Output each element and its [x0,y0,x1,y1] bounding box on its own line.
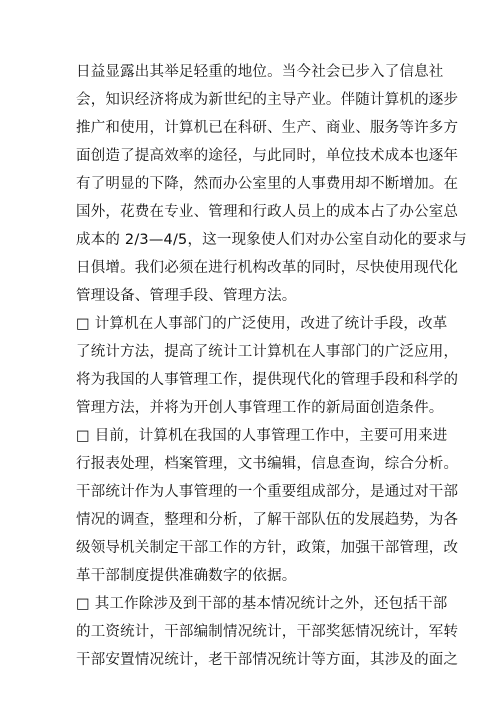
text-line: 国外，花费在专业、管理和行政人员上的成本占了办公室总 [76,204,459,220]
text-line: 将为我国的人事管理工作，提供现代化的管理手段和科学的 [76,372,459,388]
text-line: □ 其工作除涉及到干部的基本情况统计之外，还包括干部 [76,596,448,612]
text-line: □ 目前，计算机在我国的人事管理工作中，主要可用来进 [76,428,448,444]
text-line: 干部安置情况统计，老干部情况统计等方面，其涉及的面之 [76,652,459,668]
text-line: 行报表处理，档案管理，文书编辑，信息查询，综合分析。 [76,456,459,472]
text-line: 会，知识经济将成为新世纪的主导产业。伴随计算机的逐步 [76,92,459,108]
text-line: □ 计算机在人事部门的广泛使用，改进了统计手段，改革 [76,316,448,332]
text-line: 日益显露出其举足轻重的地位。当今社会已步入了信息社 [76,64,444,80]
text-line: 的工资统计，干部编制情况统计，干部奖惩情况统计，军转 [76,624,459,640]
text-line: 革干部制度提供准确数字的依据。 [76,568,297,584]
text-line: 日俱增。我们必须在进行机构改革的同时，尽快使用现代化 [76,260,459,276]
text-line: 面创造了提高效率的途径，与此同时，单位技术成本也逐年 [76,148,459,164]
text-line: 干部统计作为人事管理的一个重要组成部分，是通过对干部 [76,484,459,500]
text-line: 情况的调查，整理和分析，了解干部队伍的发展趋势，为各 [76,512,459,528]
text-line: 级领导机关制定干部工作的方针，政策，加强干部管理，改 [76,540,459,556]
text-line: 成本的 2/3—4/5，这一现象使人们对办公室自动化的要求与 [76,232,467,248]
text-line: 了统计方法，提高了统计工计算机在人事部门的广泛应用， [76,344,459,360]
text-line: 有了明显的下降，然而办公室里的人事费用却不断增加。在 [76,176,459,192]
text-line: 管理设备、管理手段、管理方法。 [76,288,297,304]
text-line: 推广和使用，计算机已在科研、生产、商业、服务等许多方 [76,120,459,136]
text-line: 管理方法，并将为开创人事管理工作的新局面创造条件。 [76,400,444,416]
